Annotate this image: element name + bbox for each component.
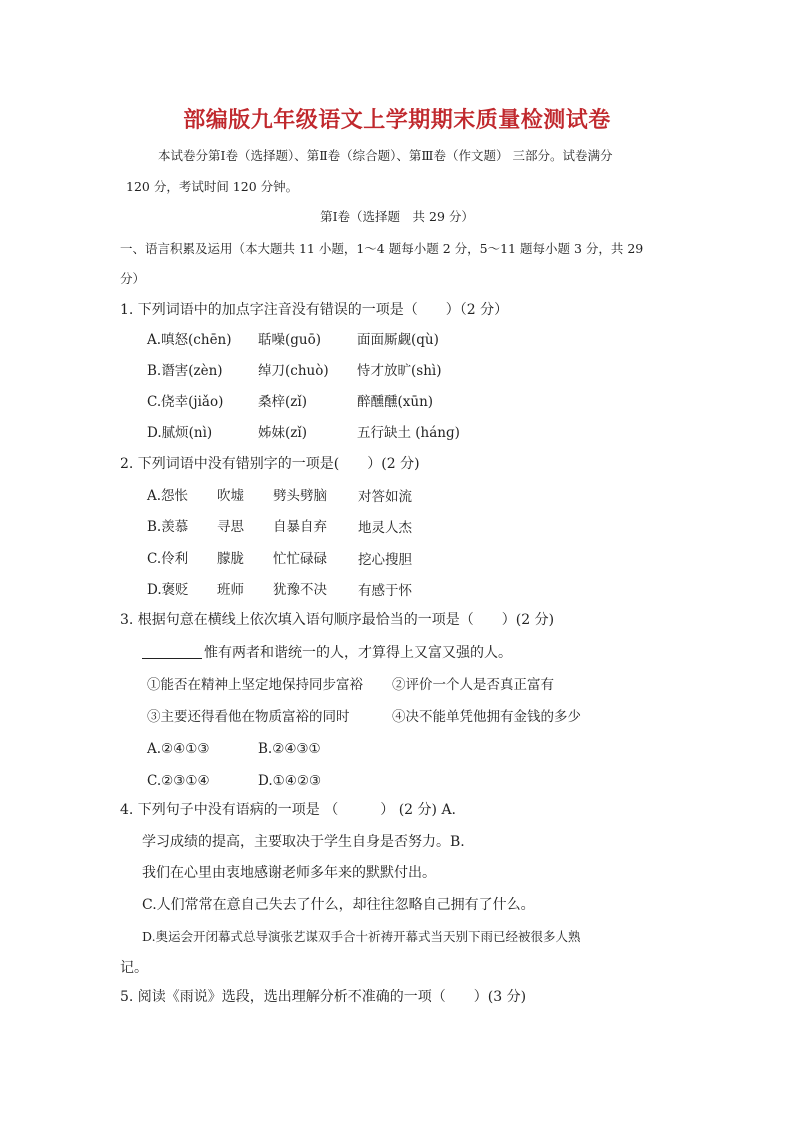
q1-option-a-word2: 聒噪(guō) [258,332,321,348]
q3-option-c: C.②③①④ [147,773,210,789]
q4-option-b-text: 我们在心里由衷地感谢老师多年来的默默付出。 [142,865,436,881]
q2-option-b-3: 自暴自弃 [273,519,327,535]
q4-option-c-text: C.人们常常在意自己失去了什么，却往往忽略自己拥有了什么。 [142,897,535,913]
q1-option-b-word1: B.谮害(zèn) [147,363,223,379]
q2-option-a-1: A.怨怅 [147,488,189,504]
q2-option-d-3: 犹豫不决 [273,582,327,598]
q2-option-d-4: 有感于怀 [358,583,412,599]
q1-option-c-word3: 醉醺醺(xūn) [357,394,434,410]
q2-option-b-1: B.羡慕 [147,519,189,535]
q1-option-b-word2: 绰刀(chuò) [258,363,329,379]
q3-clause-1: ①能否在精神上坚定地保持同步富裕 [147,677,363,693]
q3-clause-2: ②评价一个人是否真正富有 [392,677,554,693]
q1-option-d-word3: 五行缺土 (hánɡ) [357,425,460,441]
q3-option-d: D.①④②③ [258,773,322,789]
q2-option-d-1: D.褒贬 [147,582,189,598]
q3-clause-3: ③主要还得看他在物质富裕的同时 [147,709,350,725]
page-title: 部编版九年级语文上学期期末质量检测试卷 [183,107,611,133]
q2-option-d-2: 班师 [217,582,244,598]
q1-option-a-word3: 面面厮觑(qù) [357,332,439,348]
q2-option-a-2: 吹墟 [217,488,244,504]
q2-option-c-2: 朦胧 [217,551,244,567]
q2-option-c-3: 忙忙碌碌 [273,551,327,567]
q4-option-a-text: 学习成绩的提高，主要取决于学生自身是否努力。B. [142,834,465,850]
section-heading: 第Ⅰ卷（选择题 共 29 分） [320,209,474,224]
q3-clause-4: ④决不能单凭他拥有金钱的多少 [392,709,581,725]
q1-option-a-word1: A.嗔怒(chēn) [147,332,232,348]
intro-line-2: 120 分，考试时间 120 分钟。 [126,179,299,194]
question-4-stem: 4. 下列句子中没有语病的一项是 （ ） (2 分) A. [120,802,456,818]
q1-option-d-word1: D.腻烦(nì) [147,425,213,441]
q1-option-b-word3: 恃才放旷(shì) [357,363,442,379]
answer-blank [142,644,202,659]
q2-option-b-2: 寻思 [217,519,244,535]
q3-option-a: A.②④①③ [147,741,210,757]
part1-line-2: 分） [120,271,146,286]
q4-option-d-text: D.奥运会开闭幕式总导演张艺谋双手合十祈祷开幕式当天别下雨已经被很多人熟 [142,929,581,944]
intro-line-1: 本试卷分第Ⅰ卷（选择题）、第Ⅱ卷（综合题）、第Ⅲ卷（作文题） 三部分。试卷满分 [158,148,613,163]
q1-option-c-word1: C.侥幸(jiǎo) [147,394,224,410]
question-2-stem: 2. 下列词语中没有错别字的一项是( ）(2 分) [120,456,420,472]
q2-option-c-1: C.伶利 [147,551,189,567]
question-1-stem: 1. 下列词语中的加点字注音没有错误的一项是（ ）（2 分） [120,302,509,318]
q3-option-b: B.②④③① [258,741,321,757]
q2-option-c-4: 挖心搜胆 [358,552,412,568]
q2-option-a-4: 对答如流 [358,489,412,505]
question-3-stem: 3. 根据句意在横线上依次填入语句顺序最恰当的一项是（ ）(2 分) [120,612,555,628]
q1-option-c-word2: 桑梓(zǐ) [258,394,307,410]
question-5-stem: 5. 阅读《雨说》选段，选出理解分析不准确的一项（ ）(3 分) [120,989,527,1005]
q2-option-b-4: 地灵人杰 [358,520,412,536]
q1-option-d-word2: 姊妹(zǐ) [258,425,307,441]
q4-option-d-end: 记。 [120,960,148,976]
q2-option-a-3: 劈头劈脑 [273,488,327,504]
question-3-sentence [142,644,512,662]
part1-line-1: 一、语言积累及运用（本大题共 11 小题，1～4 题每小题 2 分，5～11 题每小题 3 分，共 29 [120,241,644,256]
question-3-sentence-text: 惟有两者和谐统一的人，才算得上又富又强的人。 [204,645,512,661]
